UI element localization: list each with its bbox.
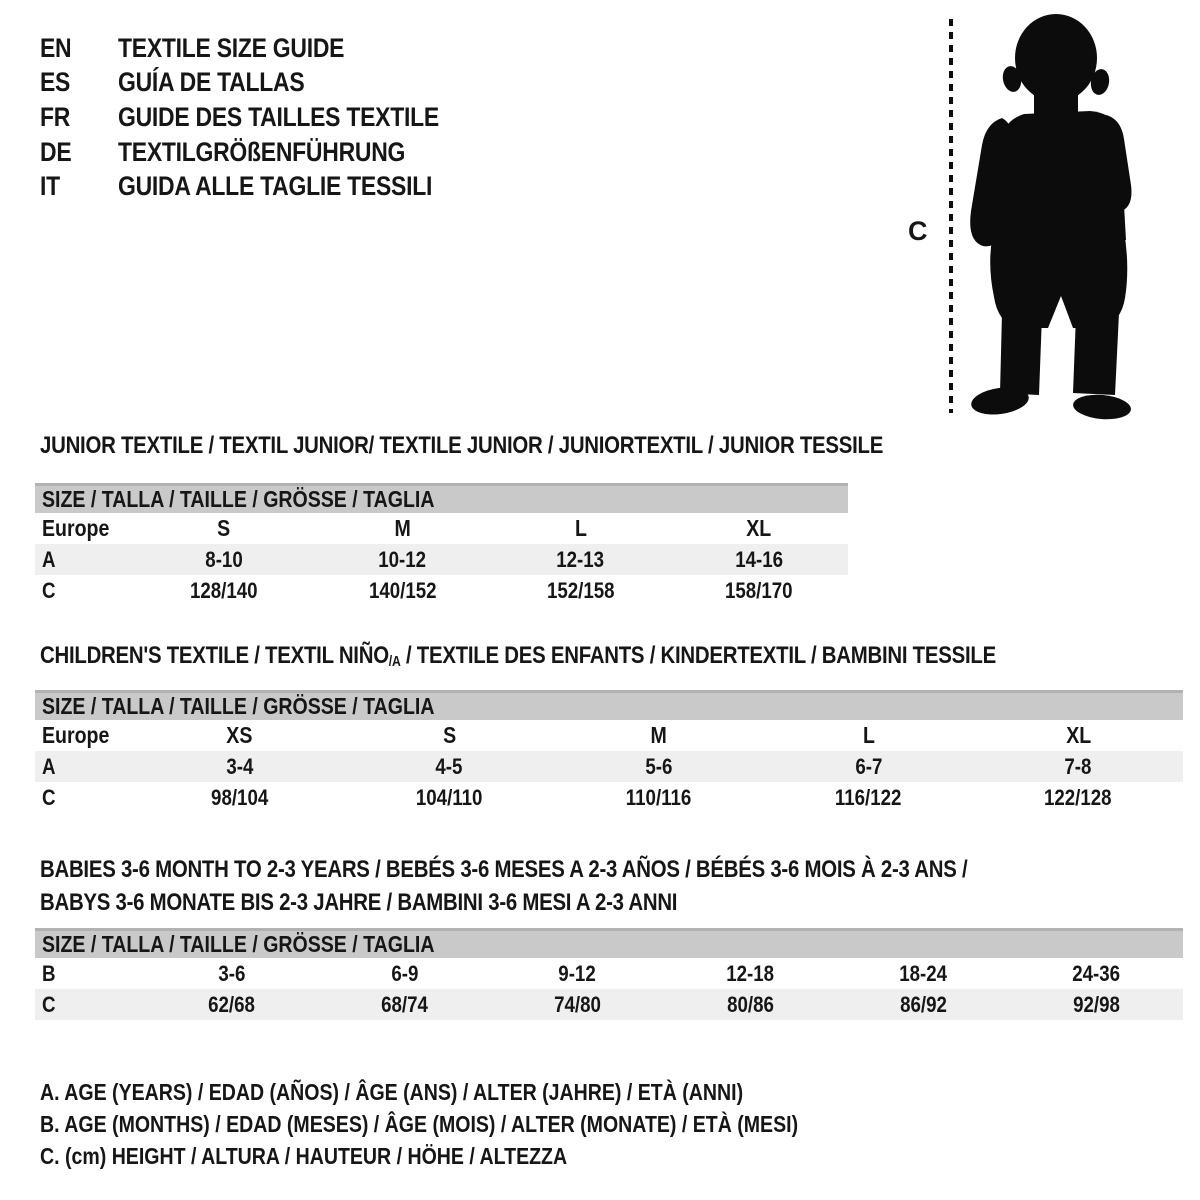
junior-row-a-label: A (42, 546, 56, 572)
baby-silhouette-icon (969, 14, 1131, 421)
toddler-silhouette-figure (940, 5, 1160, 423)
children-size-header-bar (35, 690, 1183, 720)
babies-title-line1: BABIES 3-6 MONTH TO 2-3 YEARS / BEBÉS 3-6 MESES A 2-3 AÑOS / BÉBÉS 3-6 MOIS À 2-3 ANS / (40, 856, 968, 883)
junior-col-xl: XL (746, 515, 772, 541)
children-col-l: L (862, 722, 875, 748)
babies-row-b-label: B (42, 960, 56, 986)
junior-size-table (35, 483, 848, 606)
children-col-s: S (442, 722, 456, 748)
junior-row-c-label: C (42, 577, 56, 603)
children-region-label: Europe (42, 722, 110, 748)
children-size-header-text: SIZE / TALLA / TAILLE / GRÖSSE / TAGLIA (42, 693, 435, 719)
junior-size-header-text: SIZE / TALLA / TAILLE / GRÖSSE / TAGLIA (42, 486, 435, 512)
lang-code-it: IT (40, 171, 60, 202)
children-row-a-label: A (42, 753, 56, 779)
lang-code-es: ES (40, 67, 71, 98)
legend-line-c: C. (cm) HEIGHT / ALTURA / HAUTEUR / HÖHE / ALTEZZA (40, 1143, 568, 1169)
babies-row-c: C 62/68 68/74 74/80 80/86 86/92 92/98 (35, 989, 1183, 1020)
title-fr: GUIDE DES TAILLES TEXTILE (118, 101, 439, 132)
babies-size-table (35, 928, 1183, 1020)
children-columns-row (35, 720, 1183, 751)
title-it: GUIDA ALLE TAGLIE TESSILI (118, 171, 433, 202)
children-col-xl: XL (1065, 722, 1091, 748)
children-col-xs: XS (226, 722, 253, 748)
junior-col-m: M (394, 515, 411, 541)
children-col-m: M (650, 722, 668, 748)
measurement-legend (40, 1076, 932, 1172)
children-size-table (35, 690, 1183, 813)
title-es: GUÍA DE TALLAS (118, 67, 305, 98)
lang-row-fr (40, 100, 496, 135)
junior-row-a: A 8-10 10-12 12-13 14-16 (35, 544, 848, 575)
babies-row-b: B 3-6 6-9 9-12 12-18 18-24 24-36 (42, 960, 1121, 986)
junior-region-label: Europe (42, 515, 110, 541)
children-row-c: C 98/104 104/110 110/116 116/122 122/128 (42, 784, 1112, 810)
children-row-c-label: C (42, 784, 56, 810)
lang-row-it (40, 169, 496, 204)
lang-code-en: EN (40, 32, 72, 63)
junior-col-l: L (574, 515, 587, 541)
junior-row-c: C 128/140 140/152 152/158 158/170 (42, 577, 793, 603)
children-row-a: A 3-4 4-5 5-6 6-7 7-8 (35, 751, 1183, 782)
babies-section-title (40, 853, 1131, 919)
children-section-title: CHILDREN'S TEXTILE / TEXTIL $NIÑO_{/A}$ / TEXTILE DES ENFANTS / KINDERTEXTIL / BAMBINI TESSILE (40, 642, 996, 671)
lang-code-de: DE (40, 136, 72, 167)
junior-col-s: S (217, 515, 231, 541)
junior-size-header-bar (35, 483, 848, 513)
nino-a-subscript: /A (388, 654, 401, 671)
title-en: TEXTILE SIZE GUIDE (118, 32, 345, 63)
legend-line-a: A. AGE (YEARS) / EDAD (AÑOS) / ÂGE (ANS) / ALTER (JAHRE) / ETÀ (ANNI) (40, 1079, 744, 1105)
language-title-block (40, 31, 496, 204)
babies-size-header-text: SIZE / TALLA / TAILLE / GRÖSSE / TAGLIA (42, 931, 435, 957)
babies-title-line2: BABYS 3-6 MONATE BIS 2-3 JAHRE / BAMBINI 3-6 MESI A 2-3 ANNI (40, 889, 678, 916)
lang-code-fr: FR (40, 101, 71, 132)
legend-line-b: B. AGE (MONTHS) / EDAD (MESES) / ÂGE (MOIS) / ALTER (MONATE) / ETÀ (MESI) (40, 1111, 799, 1137)
lang-row-de (40, 135, 496, 170)
babies-row-c-label: C (42, 991, 56, 1017)
junior-columns-row (35, 513, 848, 544)
lang-row-en (40, 31, 496, 66)
junior-section-title: JUNIOR TEXTILE / TEXTIL JUNIOR/ TEXTILE JUNIOR / JUNIORTEXTIL / JUNIOR TESSILE (40, 432, 884, 459)
lang-row-es (40, 66, 496, 101)
babies-size-header-bar (35, 928, 1183, 958)
title-de: TEXTILGRÖßENFÜHRUNG (118, 136, 406, 167)
height-measure-label: C (908, 216, 928, 246)
